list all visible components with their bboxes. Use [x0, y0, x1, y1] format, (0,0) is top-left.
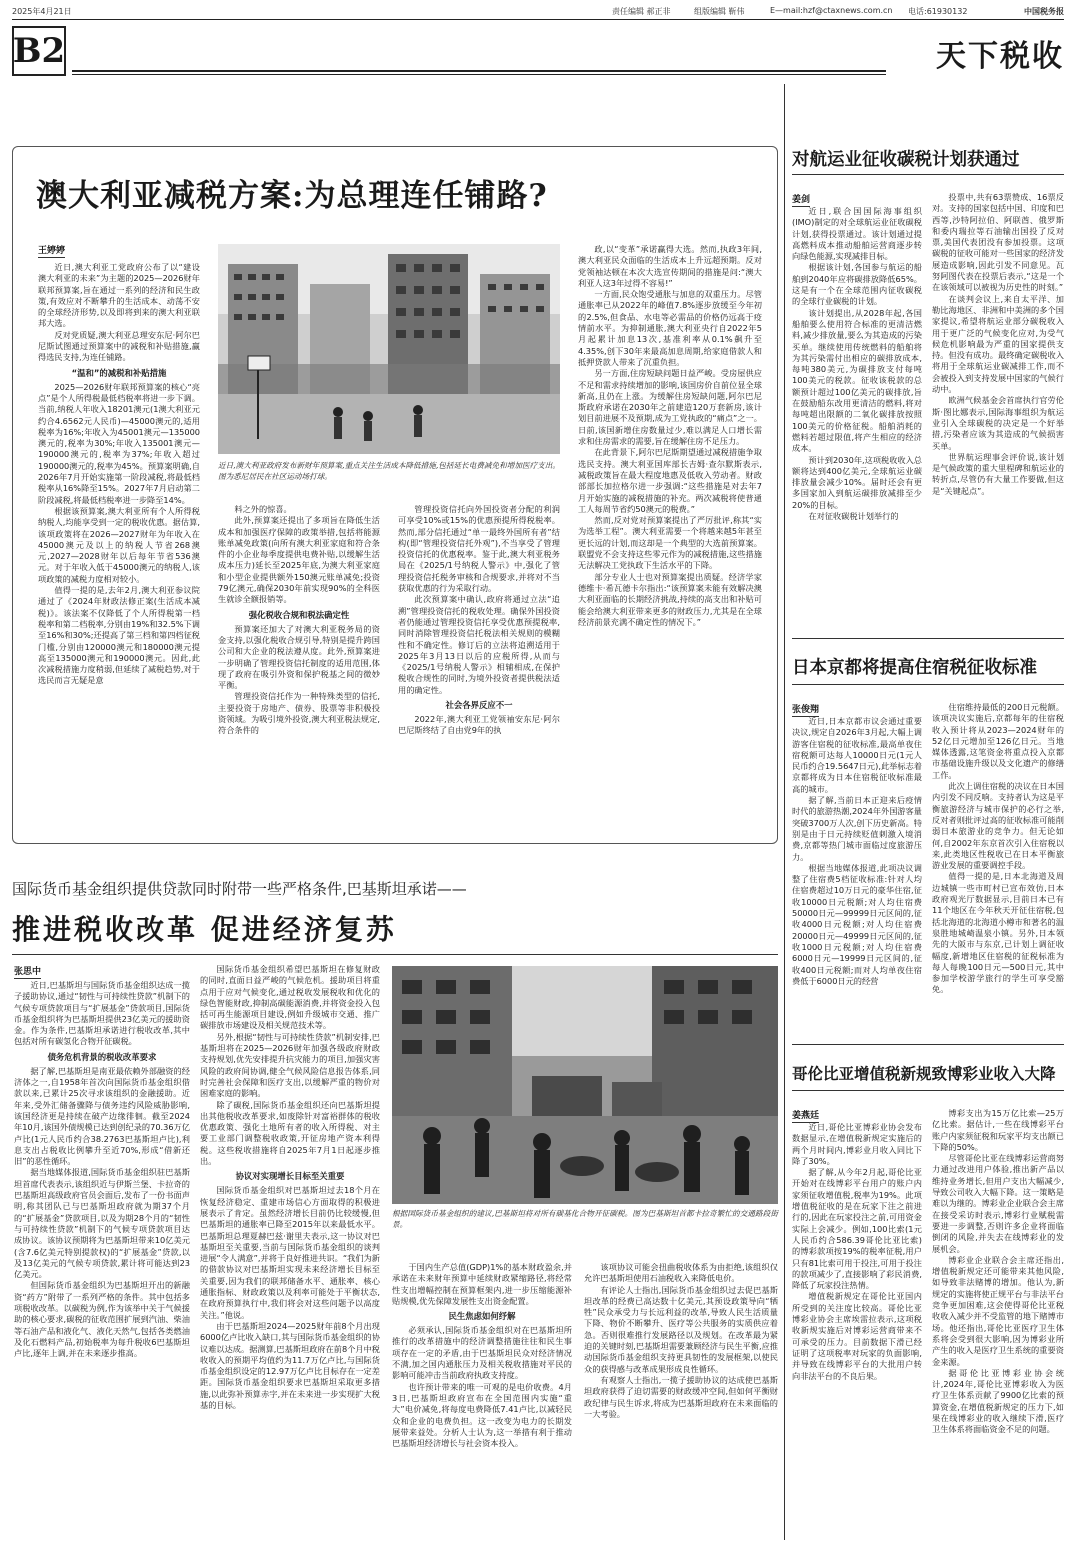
section-title: 天下税收: [936, 39, 1064, 74]
paragraph: 由于巴基斯坦2024—2025财年前8个月出现6000亿卢比收入缺口,其与国际货币基金组织的协议难以达成。据测算,巴基斯坦政府在前8个月中税收收入的预期平均值约为11.7万亿卢比,与国际货币基金组织设定的12.97万亿卢比目标存在一定差距。国际货币基金组织要求巴基斯坦采取更多措施,以此弥补预算赤字,并在未来进一步实现扩大税基的目标。: [200, 1320, 380, 1410]
paragraphs: [218, 624, 380, 737]
article-text-col1: [792, 1122, 922, 1540]
article-text-col1: [792, 206, 922, 626]
byline: 张俊翔: [792, 702, 819, 717]
photo-karachi-street: [392, 966, 778, 1204]
editor-phone: 电话:61930132: [908, 7, 968, 16]
responsible-editor: 责任编辑 郝正非: [612, 7, 671, 16]
paragraph: 国际货币基金组织希望巴基斯坦在修复财政的同时,直面日益严峻的气候危机。援助项目将重点用于应对气候变化,通过税收发展税收和优化的绿色智能财政,抑制高碳能源消费,并将资金投入包括可再生能源项目建设,例如升级城市交通、推广碳排放市场建设及相关规范技术等。: [200, 964, 380, 1031]
photo-sydney-residents: [218, 244, 560, 454]
paragraph: 欧洲气候基金会首席执行官劳伦斯·图比娜表示,国际海事组织为航运业引入全球碳税的决定是一个好举措,污染者应该为其造成的气候损害买单。: [932, 395, 1064, 451]
paragraph: 另外,根据“韧性与可持续性贷款”机制安排,巴基斯坦将在2025—2026财年加强各级政府财政支持规划,优先安排提升抗灾能力的项目,加强灾害风险的政府间协调,健全气候风险信息报告体系,同时完善社会保障和医疗支出,以缓解严重的物价对困难家庭的影响。: [200, 1031, 380, 1099]
paragraph: 近日,巴基斯坦与国际货币基金组织达成一揽子援助协议,通过“韧性与可持续性贷款”机制下的气候专项贷款项目与“扩展基金”贷款项目,国际货币基金组织将为巴基斯坦提供23亿美元的援助资金。作为条件,巴基斯坦承诺进行税收改革,其中包括对所有碳氢化合物开征碳税。: [14, 980, 190, 1047]
paragraphs: [792, 716, 922, 987]
paragraphs: [932, 702, 1064, 996]
paragraphs: [932, 1108, 1064, 1436]
paragraph: 根据该计划,各国参与航运的船舶到2040年应将碳排放降低65%。这是有一个在全球范围内征收碳税的全球行业碳税的计划。: [792, 262, 922, 307]
paragraph: 也许预计带来的唯一可观的是电价收费。4月3日,巴基斯坦政府宣布在全国范围内实施“重大”电价减免,将每度电费降低7.41卢比,以减轻民众和企业的电费负担。这一改变为电力的长期发展带来益处。分析人士认为,这一举措有利于推动巴基斯坦经济增长与社会资本投入。: [392, 1381, 572, 1449]
paragraphs: [200, 1185, 380, 1411]
paragraph: 于国内生产总值(GDP)1%的基本财政盈余,并承诺在未来财年预算中延续财政紧缩路径,将经常性支出增幅控制在预算框架内,进一步压缩能源补贴规模,优先保障发展性支出资金配置。: [392, 1262, 572, 1306]
subhead: 债务危机背景的税收改革要求: [47, 1051, 157, 1062]
paragraph: 管理投资信托向外国投资者分配的利润可享受10%或15%的优惠预提所得税税率。然而,部分信托通过“单一最终外国所有者”结构(即“管理投资信托外观”),不当享受了管理投资信托的优惠税率。鉴于此,澳大利亚税务局在《2025/1号纳税人警示》中,强化了管理投资信托税务审核和合规要求,并将对不当获取优惠的行为采取行动。: [398, 504, 560, 594]
article-divider: [792, 1044, 1064, 1045]
page-number: B2: [12, 26, 66, 76]
headline: 推进税收改革 促进经济复苏: [12, 913, 397, 946]
article-text-col1: [792, 716, 922, 1034]
article-text-col3: [392, 1262, 572, 1540]
paragraphs: [792, 206, 922, 522]
paragraph: 此次上调住宿税的决议在日本国内引发不同反响。支持者认为这是平衡旅游经济与城市保护的必行之举,反对者则批评过高的征收标准可能削弱日本旅游业的竞争力。但无论如何,自2002年东京首次引入住宿税以来,此类地区性税收已在日本平衡旅游业发展的重要调控手段。: [932, 781, 1064, 871]
paragraph: 投票中,共有63票赞成、16票反对。支持的国家包括中国、印度和巴西等,沙特阿拉伯、阿联酋、俄罗斯和委内瑞拉等石油输出国投了反对票,美国代表团没有参加投票。这项碳税的征收可能对一些国家的经济发展造成影响,因此引发不同意见。瓦努阿图代表在投票后表示,“这是一个在该领域可以被视为历史性的时刻。”: [932, 192, 1064, 293]
paragraph: 一方面,民众饱受通胀与加息的双重压力。尽管通胀率已从2022年的峰值7.8%逐步放缓至今年初的2.5%,但食品、水电等必需品的价格仍远高于疫情前水平。为抑制通胀,澳大利亚央行自2022年5月起累计加息13次,基准利率从0.1%飙升至4.35%,创下30年来最高加息周期,给家庭借款人和抵押贷款人带来了沉重负担。: [578, 289, 762, 367]
paragraph: 据了解,从今年2月起,哥伦比亚开始对在线博彩平台用户的账户内家须征收增值税,税率为19%。此项增值税征收的是在玩家下注之前进行的,因此在玩家投注之前,可用资金实际上会减少。例如,100比索(1元人民币约合586.39哥伦比亚比索)的博彩款项按19%的税率征税,用户只有81比索可用于投注,可用于投注的款项减少了,直接影响了彩民消费,降低了玩家投注热情。: [792, 1167, 922, 1291]
paragraph: 料之外的惊喜。: [234, 504, 292, 514]
paragraphs: [14, 980, 190, 1048]
paragraph: 然而,反对党对预算案提出了严厉批评,称其“实为选举工程”。澳大利亚需要一个将越来越5年甚至更长远的计划,而这却是一个典型的大选前预算案。联盟党不会支持这些零元作为的减税措施,这些措施无法解决工党执政下生活水平的下降。: [578, 515, 762, 571]
paragraph: 博彩业企业联合会主席还指出,增值税新规定还可能带来其他风险,如导致非法赌博的增加。他认为,新规定的实施将使正规平台与非法平台竞争更加困难,这会使得哥伦比亚税收收入减少并不受监管的地下赌博市场。他还指出,哥伦比亚医疗卫生体系将会受到很大影响,因为博彩业所产生的收入是医疗卫生系统的重要资金来源。: [932, 1254, 1064, 1367]
paragraphs: [584, 1262, 778, 1420]
article-divider: [792, 638, 1064, 639]
article-text-col4: [584, 1262, 778, 1540]
paragraph: 值得一提的是,去年2月,澳大利亚参议院通过了《2024年财政法修正案(生活成本减税)》。该法案不仅降低了个人所得税第一档税率和第二档税率,分别由19%和32.5%下调至16%和30%;还提高了第三档和第四档征税门槛,分别由120000澳元和180000澳元提高至135000澳元和190000澳元。因此,此次减税措施力度稍弱,但延续了减税趋势,对于选民而言无疑是意: [38, 585, 200, 686]
paragraph: 政,以“变革”承诺赢得大选。然而,执政3年间,澳大利亚民众面临的生活成本上升远超预期。反对党领袖达顿在本次大选宣传期间的措施是问:“澳大利亚人这3年过得不容易!”: [578, 244, 762, 288]
layout-editor: 组版编辑 靳伟: [694, 7, 745, 16]
photo-caption: 根据国际货币基金组织的建议,巴基斯坦将对所有碳基化合物开征碳税。图为巴基斯坦首都卡拉奇繁忙的交通路段街景。: [392, 1209, 778, 1229]
byline: 王婷婷: [38, 243, 65, 258]
subhead: 协议对实现增长目标至关重要: [235, 1171, 345, 1182]
paragraph: 此次预算案中确认,政府将通过立法“追溯”管理投资信托的税收处理。确保外国投资者仍能通过管理投资信托享受优惠预提税率,同时消除管理投资信托税法相关规则的模糊性和不确定性。修订后的立法将追溯适用于2025年3月13日以后的应税所得,从而与《2025/1号纳税人警示》相辅相成,在保护税收合规性的同时,为境外投资者提供税法适用的确定性。: [398, 594, 560, 695]
byline: 姜燕廷: [792, 1108, 819, 1123]
paragraphs: [932, 192, 1064, 497]
paragraphs: [578, 244, 762, 628]
article-text-col1: [14, 980, 190, 1540]
paragraphs: [200, 964, 380, 1167]
headline-rule: [792, 684, 1064, 685]
paragraph: 管理投资信托作为一种特殊类型的信托,主要投资于房地产、债券、股票等非积极投资领域。为吸引境外投资,澳大利亚税法规定,符合条件的: [218, 691, 380, 736]
paragraph: 世界航运理事会评价说,该计划是气候政策的重大里程碑和航运业的转折点,尽管仍有大量工作要做,但这是“关键起点”。: [932, 451, 1064, 496]
article-text-col2: [932, 192, 1064, 626]
paragraph: 在谈判会议上,来自太平洋、加勒比海地区、非洲和中美洲的多个国家提议,希望将航运业部分碳税收入用于更广泛的气候变化应对,为受气候危机影响最为严重的国家提供支持。但没有成功。最终确定碳税收入将用于全球航运业碳减排工作,而不会被投入到支持发展中国家的气候行动中。: [932, 293, 1064, 395]
paragraph: 此外,预算案还提出了多项旨在降低生活成本和加强医疗保障的政策举措,包括将能源账单减免政策(向所有澳大利亚家庭和符合条件的小企业每季度提供电费补贴,以缓解生活成本压力)延长至2025年底,为澳大利亚家庭和小型企业提供额外150澳元账单减免;投资79亿澳元,确保2030年前实现90%的全科医生就诊全额报销等。: [218, 515, 380, 605]
paragraph: 2022年,澳大利亚工党领袖安东尼·阿尔巴尼斯终结了自由党9年的执: [398, 714, 560, 736]
subhead: “温和”的减税和补贴措施: [71, 367, 167, 378]
byline: 张思中: [14, 964, 41, 979]
subhead: 社会各界反应不一: [445, 700, 513, 711]
paragraphs: [38, 262, 200, 364]
newspaper-name: 中国税务报: [1024, 7, 1064, 16]
headline: 澳大利亚减税方案:为总理连任铺路?: [36, 178, 548, 214]
masthead: [12, 6, 1064, 20]
subhead: 民生焦虑如何纾解: [448, 1311, 516, 1322]
paragraph: 据当地媒体报道,国际货币基金组织驻巴基斯坦首席代表表示,该组织近与伊斯兰堡、卡拉奇的巴基斯坦高级政府官员会面后,发布了一份书面声明,称其团队已与巴基斯坦政府就为期37个月的“扩展基金”贷款项目,以及为期28个月的“韧性与可持续性贷款”机制下的气候专项贷款项目达成协议。该协议预期将为巴基斯坦带来10亿美元(含7.6亿美元特别提款权)的“扩展基金”贷款,以及13亿美元的气候专项贷款,累计将可能达到23亿美元。: [14, 1167, 190, 1280]
article-text-col2: [932, 702, 1064, 1034]
headline-rule: [792, 1090, 1064, 1091]
kicker: 国际货币基金组织提供贷款同时附带一些严格条件,巴基斯坦承诺——: [12, 880, 467, 898]
paragraphs: [392, 1262, 572, 1307]
issue-date: 2025年4月21日: [12, 7, 72, 16]
paragraph: 另一方面,住房短缺问题日益严峻。受房屋供应不足和需求持续增加的影响,该国房价自前位显全球新高,且仍在上涨。为缓解住房短缺问题,阿尔巴尼斯政府承诺在2030年之前建造120万套新房,该计划目前进展不及预期,成为工党执政的“痛点”之一。日前,该国新增住房数量过少,难以满足人口增长需求和住房需求的需要,旨在缓解住房不足压力。: [578, 368, 762, 447]
paragraph: 近日,联合国国际海事组织(IMO)制定的对全球航运业征收碳税计划,获得投票通过。该计划通过提高燃料成本推动船舶运营商逐步转向绿色能源,实现减排目标。: [792, 206, 922, 262]
paragraph: 部分专业人士也对预算案提出质疑。经济学家德维卡·希瓦德卡尔指出:“该预算案未能有效解决澳大利亚面临的长期经济挑战,持续的高支出和补贴可能会给澳大利亚带来更多的财政压力,尤其是在全球经济前景充满不确定性的情况下。”: [578, 571, 762, 627]
paragraph: 2025—2026财年联邦预算案的核心“亮点”是个人所得税最低档税率将进一步下调。当前,纳税人年收入18201澳元(1澳大利亚元约合4.6562元人民币)—45000澳元的,适用税率为16%;年收入为45001澳元—135000澳元的,税率为30%;年收入135001澳元—190000澳元的,税率为37%;年收入超过190000澳元的,税率为45%。预算案明确,自2026年7月开始实施第一阶段减税,将最低档税率从16%降至15%。2027年7月启动第二阶段减税,将最低档税率进一步降至14%。: [38, 381, 200, 505]
headline: 日本京都将提高住宿税征收标准: [792, 658, 1037, 678]
paragraph: 有评论人士指出,国际货币基金组织过去促巴基斯坦改革的经费已高达数十亿美元,其预设政策导向“牺牲”民众承受力与长远利益的改革,导致人民生活质量下降、物价不断攀升、医疗等公共服务的实质供应着急。否则很难推行发展路径以及规划。在改革最为紧迫的关键时刻,巴基斯坦需要兼顾经济与民生平衡,应推动国际货币基金组织支持更具韧性的发展框架,以使民众的获得感与改革成果形成良性循环。: [584, 1284, 778, 1374]
paragraph: 近日,日本京都市议会通过重要决议,规定自2026年3月起,大幅上调游客住宿税的征收标准,最高单夜住宿税额可达每人10000日元(1元人民币约合19.5647日元),此举标志着京都将成为日本住宿税征收标准最高的城市。: [792, 716, 922, 794]
paragraph: 据哥伦比亚博彩业协会统计,2024年,哥伦比亚博彩收入为医疗卫生体系贡献了9900亿比索的预算资金,在增值税新规定的压力下,如果在线博彩业的收入继续下滑,医疗卫生体系将面临资金不足的问题。: [932, 1367, 1064, 1435]
headline: 哥伦比亚增值税新规致博彩业收入大降: [792, 1064, 1056, 1083]
paragraph: 尽管哥伦比亚在线博彩运营商努力通过改进用户体验,推出新产品以维持业务增长,但用户支出大幅减少,导致公司收入大幅下降。这一策略是难以为继的。博彩业企业联合会主席在接受采访时表示,博彩行业赋税需要进一步调整,否则许多企业将面临倒闭的风险,并失去在线博彩业的发展机会。: [932, 1153, 1064, 1254]
paragraphs: [218, 504, 380, 606]
paragraph: 预算案还加大了对澳大利亚税务局的资金支持,以强化税收合规引导,特别是提升跨国公司和大企业的税法遵从度。此外,预算案进一步明确了管理投资信托制度的适用范围,体现了政府在吸引外资和保护税基之间的微妙平衡。: [218, 623, 380, 691]
paragraph: 该项协议可能会扭曲税收体系为由拒绝,该组织仅允许巴基斯坦使用石油税收入来降低电价。: [584, 1262, 778, 1284]
paragraphs: [14, 1066, 190, 1360]
paragraph: 国际货币基金组织对巴基斯坦过去18个月在恢复经济稳定、重建市场信心方面取得的积极进展表示了肯定。虽然经济增长目前仍比较缓慢,但巴基斯坦的通胀率已降至2015年以来最低水平。巴基斯坦总理夏赫巴兹·谢里夫表示,这一协议对巴基斯坦至关重要,当前与国际货币基金组织的谈判进展“令人满意”,并将于良好推进共识。“我们为新的借款协议对巴基斯坦实现未来经济增长目标至关重要,因为我们的联邦储备水平、通胀率、核心通胀指标、财政政策以及利率可能处于平衡状态,在政府预算执行中,我们将会对这些问题予以高度关注。”他说。: [200, 1185, 380, 1320]
paragraphs: [392, 1325, 572, 1449]
paragraph: 在对征收碳税计划举行的: [808, 511, 899, 522]
article-text-col3: [398, 504, 560, 838]
paragraphs: [398, 714, 560, 737]
paragraph: 在此背景下,阿尔巴尼斯期望通过减税措施争取选民支持。澳大利亚国库部长吉姆·查尔默斯表示,减税政策旨在最大程度地惠及低收入劳动者。财政部部长加拉格尔进一步强调:“这些措施是对去年7月开始实施的减税措施的补充。两次减税将使普通工人每周节省约50澳元的税费。”: [578, 447, 762, 514]
editor-email: E—mail:hzf@ctaxnews.com.cn: [770, 6, 893, 15]
paragraph: 近日,澳大利亚工党政府公布了以“建设澳大利亚的未来”为主题的2025—2026财年联邦预算案,旨在通过一系列的经济和民生政策,有效应对不断攀升的生活成本、动荡不安的全球经济形势,以及即将到来的澳大利亚联邦大选。: [38, 262, 200, 329]
paragraph: 根据该预算案,澳大利亚所有个人所得税纳税人,均能享受到一定的税收优惠。据估算,该项政策将在2026—2027财年为年收入在45000澳元及以上的纳税人节省268澳元,2027—2028财年以后每年节省536澳元。对于年收入低于45000澳元的纳税人,该项政策的减税力度相对较小。: [38, 505, 200, 584]
paragraph: 增值税新规定在哥伦比亚国内所受到的关注度比较高。哥伦比亚博彩业协会主席埃雷拉表示,这项税收新规实施后对博彩运营商带来不可承受的压力。目前数据下滑已经证明了这项税率对玩家的负面影响,并导致在线博彩平台的大批用户转向非法平台的不良后果。: [792, 1291, 922, 1381]
paragraph: 据了解,巴基斯坦是南亚最依赖外部融资的经济体之一,自1958年首次向国际货币基金组织借款以来,已累计25次寻求该组织的金融援助。近年来,受外汇储备骤降与债务违约风险威胁影响,该国经济更是持续在破产边缘徘徊。截至2024年10月,该国外债规模已达到创纪录的70.36万亿卢比(1元人民币约合38.2763巴基斯坦卢比),利息支出占税收比例攀升至近70%,形成“借新还旧”的恶性循环。: [14, 1065, 190, 1167]
article-text-col2: [200, 964, 380, 1540]
paragraph: 据了解,当前日本正迎来后疫情时代的旅游热潮,2024年外国游客量突破3700万人次,创下历史新高。特别是由于日元持续贬值刺激入境消费,京都等热门城市面临过度旅游压力。: [792, 795, 922, 862]
byline: 姜剑: [792, 192, 810, 207]
paragraphs: [398, 504, 560, 696]
paragraph: 预计到2030年,这项税收收入总额将达到400亿美元,全球航运业碳排放量会减少10%。届时还会有更多国家加入到航运碳排放减排至少20%的目标。: [792, 454, 922, 510]
headline: 对航运业征收碳税计划获通过: [792, 150, 1020, 170]
paragraph: 但国际货币基金组织为巴基斯坦开出的新融资“药方”附带了一系列严格的条件。其中包括多项税收改革。以碳税为例,作为该举中关于气候援助的核心要求,碳税的征收范围扩展到汽油、柴油等石油产品和液化气、液化天然气,包括各类燃油及化石燃料产品,初始税率为每升税收6巴基斯坦卢比,逐年上调,并在未来逐步推高。: [14, 1280, 190, 1359]
masthead-rule: [12, 19, 1064, 20]
paragraph: 除了碳税,国际货币基金组织还向巴基斯坦提出其他税收改革要求,如废除针对富裕群体的税收优惠政策、强化土地所有者的收入所得税、对主要工业部门调整税收政策,开征房地产资本利得税。这些税收措施将自2025年7月1日起逐步推出。: [200, 1099, 380, 1167]
paragraph: 有观察人士指出,一揽子援助协议的达成使巴基斯坦政府获得了迫切需要的财政缓冲空间,但如何平衡财政纪律与民生诉求,将成为巴基斯坦政府在未来面临的一大考验。: [584, 1374, 778, 1419]
paragraphs: [38, 382, 200, 687]
article-text-col1: [38, 262, 200, 838]
subhead: 强化税收合规和税法确定性: [248, 609, 350, 620]
article-text-col2: [218, 504, 380, 838]
paragraph: 值得一提的是,日本北海道及周边城镇一些市町村已宣布效仿,日本政府观光厅数据显示,目前日本已有11个地区在今年秋天开征住宿税,包括北海道的北海道小樽市和著名的温泉胜地城崎温泉小镇。另外,日本领先的大阪市与东京,已计划上调征收幅度,新增地区住宿税的征税标准为每人每晚100日元—500日元,其中参加学校游学旅行的学生可享受豁免。: [932, 871, 1064, 995]
banner-rule: [72, 70, 886, 72]
banner-rule-thin: [72, 74, 886, 75]
paragraph: 反对党质疑,澳大利亚总理安东尼·阿尔巴尼斯试图通过预算案中的减税和补贴措施,赢得选民支持,为连任铺路。: [38, 329, 200, 363]
photo-caption: 近日,澳大利亚政府发布新财年预算案,重点关注生活成本降低措施,包括延长电费减免和增加医疗支出。图为悉尼居民在社区运动场打球。: [218, 461, 560, 481]
paragraph: 住宿维持最低的200日元税额。该项决议实施后,京都每年的住宿税收入预计将从2023—2024财年的52亿日元增加至126亿日元。当地媒体透露,这笔资金将重点投入京都市基础设施升级以及文化遗产的修缮工作。: [932, 702, 1064, 780]
paragraph: 根据当地媒体报道,此项决议调整了住宿费5档征收标准:针对人均住宿费超过10万日元的豪华住宿,征收10000日元税额;对人均住宿费50000日元—99999日元区间的,征收4000日元税额;对人均住宿费20000日元—49999日元区间的,征收1000日元税额;对人均住宿费6000日元—19999日元区间的,征收400日元税额;而对人均单夜住宿费低于6000日元的经营: [792, 862, 922, 986]
headline-rule: [12, 954, 778, 955]
article-text-col2: [932, 1108, 1064, 1540]
paragraph: 该计划提出,从2028年起,各国船舶要么使用符合标准的更清洁燃料,减少排放量,要么为其造成的污染买单。继续使用传统燃料的船舶将为其污染需付出相应的碳排放成本,每吨380美元,为碳排放支付每吨100美元的税款。征收该税款的总额预计超过100亿美元的碳排放,旨在鼓励船东改用更清洁的燃料,将对每吨超出限额的二氧化碳排放按照100美元的价格征税。船舶消耗的燃料若超过限值,将产生相应的经济成本。: [792, 307, 922, 454]
paragraph: 博彩支出为15万亿比索—25万亿比索。据估计,一些在线博彩平台账户内家须征税和玩家平均支出额已下降的50%。: [932, 1108, 1064, 1152]
column-divider: [784, 84, 785, 1540]
paragraphs: [792, 1122, 922, 1382]
headline-rule: [792, 174, 1064, 175]
article-text-col4: [578, 244, 762, 838]
paragraph: 近日,哥伦比亚博彩业协会发布数据显示,在增值税新规定实施后的两个月时间内,博彩业月收入同比下降了30%。: [792, 1122, 922, 1166]
paragraph: 必须承认,国际货币基金组织对在巴基斯坦所推行的改革措施中的经济调整措施往往和民生事项存在一定的矛盾,由于巴基斯坦民众对经济情况不满,加之国内通胀压力及相关税收措施对平民的影响可能冲击当前政府执政支持度。: [392, 1325, 572, 1381]
